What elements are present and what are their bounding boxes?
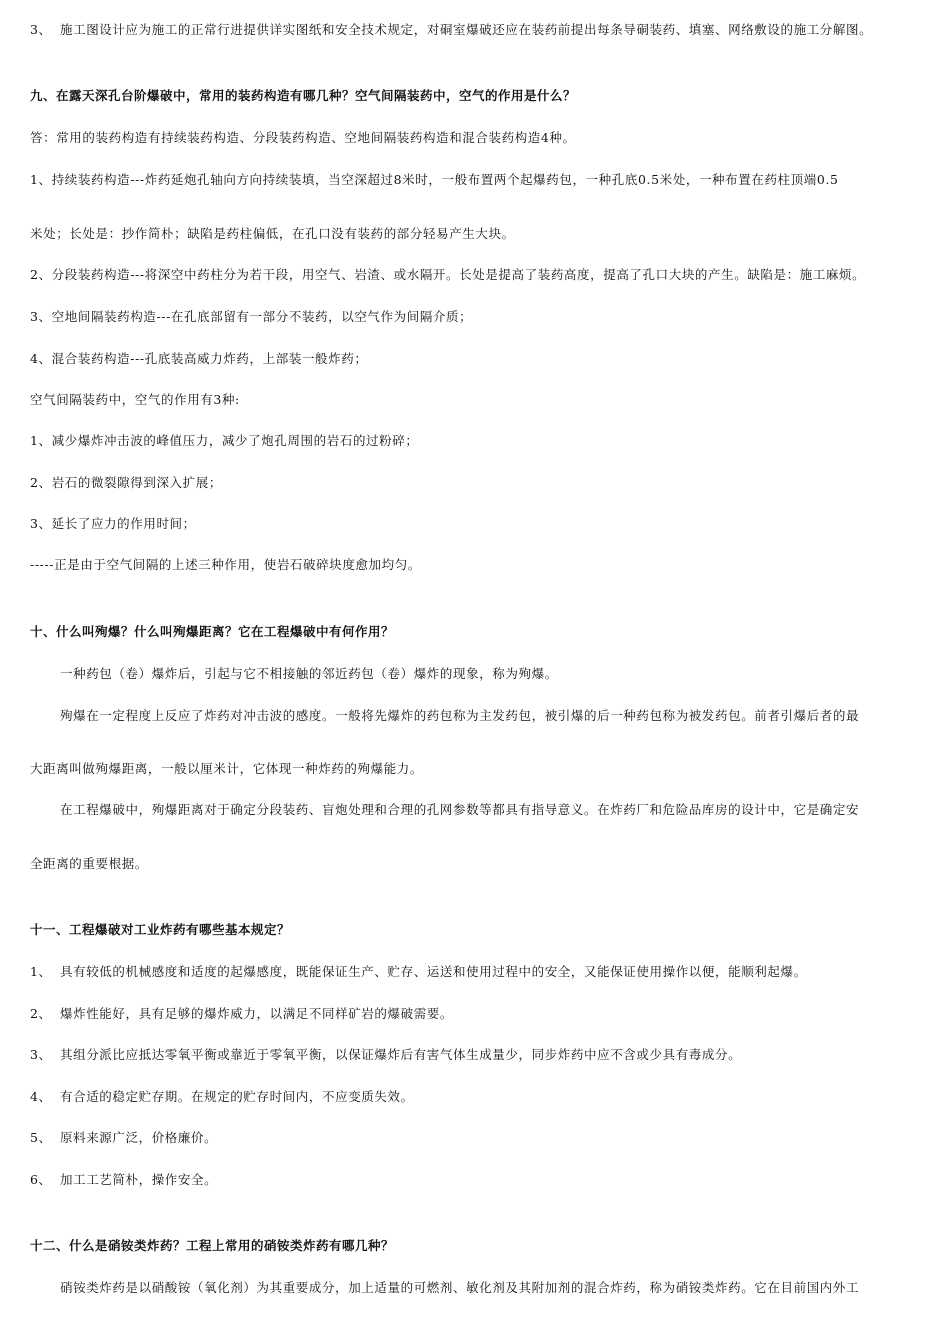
- list-number: 3、: [30, 22, 52, 37]
- paragraph: 2、分段装药构造---将深空中药柱分为若干段，用空气、岩渣、或水隔开。长处是提高了装药高度，提高了孔口大块的产生。缺陷是：施工麻烦。: [30, 267, 866, 282]
- list-number: 3、: [30, 1047, 52, 1062]
- question-heading-12: 十二、什么是硝铵类炸药？工程上常用的硝铵类炸药有哪几种？: [30, 1238, 395, 1253]
- paragraph: 3、空地间隔装药构造---在孔底部留有一部分不装药，以空气作为间隔介质；: [30, 309, 473, 324]
- list-item: [30, 1047, 945, 1063]
- list-item: [30, 22, 945, 38]
- paragraph: 殉爆在一定程度上反应了炸药对冲击波的感度。一般将先爆炸的药包称为主发药包，被引爆的后一种药包称为被发药包。前者引爆后者的最: [60, 708, 860, 723]
- paragraph: 在工程爆破中，殉爆距离对于确定分段装药、盲炮处理和合理的孔网参数等都具有指导意义。在炸药厂和危险品库房的设计中，它是确定安: [60, 802, 860, 817]
- list-item: [30, 1172, 945, 1188]
- paragraph: 全距离的重要根据。: [30, 856, 148, 871]
- paragraph: 1、减少爆炸冲击波的峰值压力，减少了炮孔周围的岩石的过粉碎；: [30, 433, 419, 448]
- list-item: [30, 1006, 945, 1022]
- question-heading-11: 十一、工程爆破对工业炸药有哪些基本规定？: [30, 922, 291, 937]
- paragraph: 空气间隔装药中，空气的作用有3种:: [30, 392, 240, 407]
- list-number: 6、: [30, 1172, 52, 1187]
- list-number: 1、: [30, 964, 52, 979]
- list-item: [30, 964, 945, 980]
- answer-paragraph: 答：常用的装药构造有持续装药构造、分段装药构造、空地间隔装药构造和混合装药构造4种。: [30, 130, 576, 145]
- list-text: 爆炸性能好，具有足够的爆炸威力，以满足不同样矿岩的爆破需要。: [60, 1006, 454, 1021]
- paragraph: 3、延长了应力的作用时间；: [30, 516, 196, 531]
- list-text: 有合适的稳定贮存期。在规定的贮存时间内，不应变质失效。: [60, 1089, 414, 1104]
- question-heading-9: 九、在露天深孔台阶爆破中，常用的装药构造有哪几种？空气间隔装药中，空气的作用是什么？: [30, 88, 577, 103]
- question-heading-10: 十、什么叫殉爆？什么叫殉爆距离？它在工程爆破中有何作用？: [30, 624, 395, 639]
- list-item: [30, 1089, 945, 1105]
- list-number: 4、: [30, 1089, 52, 1104]
- list-text: 加工工艺简朴，操作安全。: [60, 1172, 218, 1187]
- paragraph: -----正是由于空气间隔的上述三种作用，使岩石破碎块度愈加均匀。: [30, 557, 421, 572]
- list-number: 5、: [30, 1130, 52, 1145]
- paragraph: 大距离叫做殉爆距离，一般以厘米计，它体现一种炸药的殉爆能力。: [30, 761, 424, 776]
- paragraph: 一种药包（卷）爆炸后，引起与它不相接触的邻近药包（卷）爆炸的现象，称为殉爆。: [60, 666, 558, 681]
- list-text: 具有较低的机械感度和适度的起爆感度，既能保证生产、贮存、运送和使用过程中的安全，又能保证使用操作以便，能顺利起爆。: [60, 964, 807, 979]
- list-number: 2、: [30, 1006, 52, 1021]
- list-text: 施工图设计应为施工的正常行进提供详实图纸和安全技术规定，对硐室爆破还应在装药前提出每条导硐装药、填塞、网络敷设的施工分解图。: [60, 22, 873, 37]
- paragraph: 2、岩石的微裂隙得到深入扩展；: [30, 475, 222, 490]
- list-text: 其组分派比应抵达零氧平衡或靠近于零氧平衡，以保证爆炸后有害气体生成量少，同步炸药中应不含或少具有毒成分。: [60, 1047, 742, 1062]
- list-text: 原料来源广泛，价格廉价。: [60, 1130, 218, 1145]
- paragraph: 4、混合装药构造---孔底装高威力炸药，上部装一般炸药；: [30, 351, 368, 366]
- list-item: [30, 1130, 945, 1146]
- paragraph: 1、持续装药构造---炸药延炮孔轴向方向持续装填，当空深超过8米时，一般布置两个起爆药包，一种孔底0.5米处，一种布置在药柱顶端0.5: [30, 172, 839, 187]
- paragraph: 米处；长处是：抄作简朴；缺陷是药柱偏低，在孔口没有装药的部分轻易产生大块。: [30, 226, 515, 241]
- paragraph: 硝铵类炸药是以硝酸铵（氧化剂）为其重要成分，加上适量的可燃剂、敏化剂及其附加剂的混合炸药，称为硝铵类炸药。它在目前国内外工: [60, 1280, 860, 1295]
